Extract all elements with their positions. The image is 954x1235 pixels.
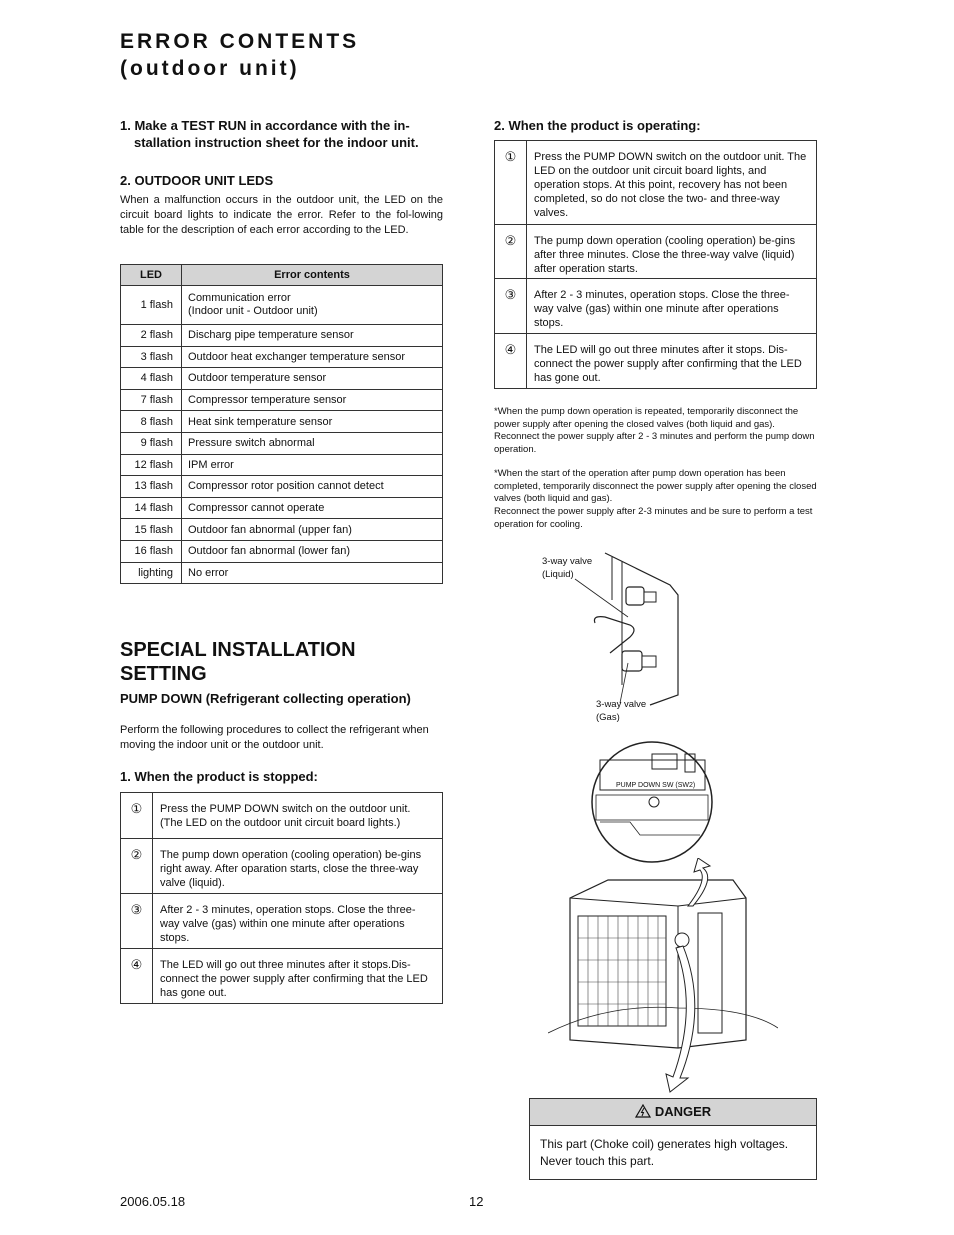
- danger-title: DANGER: [654, 1104, 712, 1119]
- led-cell: 14 flash: [121, 497, 182, 519]
- footer-date: 2006.05.18: [120, 1194, 186, 1209]
- step-row: [495, 141, 817, 225]
- special-title-line-1: SPECIAL INSTALLATION: [120, 639, 356, 661]
- danger-box: [529, 1098, 817, 1180]
- special-title-line-2: SETTING: [120, 663, 207, 685]
- error-cell: Compressor rotor position cannot detect: [182, 476, 443, 498]
- step-row: [495, 279, 817, 334]
- step-text: The pump down operation (cooling operation) be-gins after three minutes. Close the three-way valve (liquid) after operation starts.: [527, 225, 817, 279]
- title-line-2: (outdoor unit): [120, 57, 300, 80]
- stopped-heading: 1. When the product is stopped:: [120, 769, 318, 784]
- error-cell: IPM error: [182, 454, 443, 476]
- led-cell: 13 flash: [121, 476, 182, 498]
- gas-valve-label-line-2: (Gas): [596, 711, 620, 723]
- led-cell: 15 flash: [121, 519, 182, 541]
- gas-valve-label-line-1: 3-way valve: [596, 699, 647, 710]
- table-row: [121, 346, 443, 368]
- error-cell: Outdoor heat exchanger temperature sensor: [182, 346, 443, 368]
- test-run-line-2: stallation instruction sheet for the indoor unit.: [134, 135, 419, 150]
- liquid-valve-label: [542, 556, 592, 581]
- led-cell: 8 flash: [121, 411, 182, 433]
- error-cell: [182, 286, 443, 325]
- leds-description: When a malfunction occurs in the outdoor unit, the LED on the circuit board lights to indicate the error. Refer to the fol-lowing table for the description of each error according to the LED.: [120, 194, 443, 236]
- note-restart-a: *When the start of the operation after pump down operation has been completed, temporarily disconnect the power supply after opening the closed valves (both liquid and gas).: [494, 468, 817, 504]
- led-cell: 3 flash: [121, 346, 182, 368]
- step-number: ③: [495, 279, 527, 334]
- step-text: The LED will go out three minutes after it stops. Dis-connect the power supply after confirming that the LED has gone out.: [527, 334, 817, 389]
- table-row: [121, 368, 443, 390]
- test-run-line-1: 1. Make a TEST RUN in accordance with the in-: [120, 118, 410, 133]
- danger-text: This part (Choke coil) generates high voltages. Never touch this part.: [540, 1137, 789, 1168]
- step-number: ③: [121, 894, 153, 949]
- error-cell: Outdoor fan abnormal (upper fan): [182, 519, 443, 541]
- error-cell: Compressor cannot operate: [182, 497, 443, 519]
- operating-heading: 2. When the product is operating:: [494, 118, 701, 133]
- error-table-header: [121, 265, 443, 286]
- step-row: [495, 334, 817, 389]
- error-cell-line-2: (Indoor unit - Outdoor unit): [188, 305, 318, 317]
- error-cell: Compressor temperature sensor: [182, 389, 443, 411]
- page-title: [120, 28, 359, 82]
- table-row: [121, 432, 443, 454]
- step-row: [121, 894, 443, 949]
- note-restart-b: Reconnect the power supply after 2-3 minutes and be sure to perform a test operation for cooling.: [494, 506, 813, 530]
- step-text: The pump down operation (cooling operation) be-gins right away. After oparation starts, close the three-way valve (liquid).: [153, 839, 443, 894]
- col-error-header: Error contents: [182, 265, 443, 286]
- liquid-valve-label-line-2: (Liquid): [542, 568, 574, 580]
- outdoor-unit-illustration: [548, 858, 778, 1093]
- warning-icon: [635, 1104, 651, 1118]
- circuit-board-detail: [590, 740, 720, 870]
- error-table: [120, 264, 443, 584]
- step-number: ①: [121, 793, 153, 839]
- led-cell: 1 flash: [121, 286, 182, 325]
- pump-down-description: Perform the following procedures to collect the refrigerant when moving the indoor unit or the outdoor unit.: [120, 724, 429, 751]
- step-text: After 2 - 3 minutes, operation stops. Close the three-way valve (gas) within one minute after operations stops.: [527, 279, 817, 334]
- table-row: [121, 389, 443, 411]
- pump-down-switch-label: PUMP DOWN SW (SW2): [616, 782, 696, 789]
- step-text: Press the PUMP DOWN switch on the outdoor unit. (The LED on the outdoor unit circuit board lights.): [153, 793, 443, 839]
- table-row: [121, 519, 443, 541]
- danger-header: [530, 1099, 816, 1126]
- led-cell: 7 flash: [121, 389, 182, 411]
- table-row: [121, 562, 443, 584]
- error-cell: Discharg pipe temperature sensor: [182, 325, 443, 347]
- step-text: The LED will go out three minutes after it stops.Dis-connect the power supply after confirming that the LED has gone out.: [153, 949, 443, 1004]
- step-text: After 2 - 3 minutes, operation stops. Close the three-way valve (gas) within one minute after operations stops.: [153, 894, 443, 949]
- table-row: [121, 497, 443, 519]
- leds-heading: 2. OUTDOOR UNIT LEDS: [120, 173, 274, 188]
- col-led-header: LED: [121, 265, 182, 286]
- led-cell: 12 flash: [121, 454, 182, 476]
- special-installation-title: [120, 638, 356, 686]
- step-row: [121, 949, 443, 1004]
- step-number: ①: [495, 141, 527, 225]
- title-line-1: ERROR CONTENTS: [120, 30, 360, 53]
- step-number: ②: [495, 225, 527, 279]
- led-cell: 2 flash: [121, 325, 182, 347]
- step-text: Press the PUMP DOWN switch on the outdoor unit. The LED on the outdoor unit circuit board lights, and operation stops. At this point, recovery has not been completed, so do not close the two- and three-way valves.: [527, 141, 817, 225]
- test-run-instruction: [120, 117, 450, 151]
- error-cell: No error: [182, 562, 443, 584]
- table-row: [121, 476, 443, 498]
- error-cell: Pressure switch abnormal: [182, 432, 443, 454]
- liquid-valve-label-line-1: 3-way valve: [542, 556, 593, 567]
- error-cell-line-1: Communication error: [188, 292, 291, 304]
- error-cell: Heat sink temperature sensor: [182, 411, 443, 433]
- step-row: [495, 225, 817, 279]
- error-cell: Outdoor fan abnormal (lower fan): [182, 540, 443, 562]
- step-number: ②: [121, 839, 153, 894]
- table-row: [121, 325, 443, 347]
- step-row: [121, 793, 443, 839]
- led-cell: lighting: [121, 562, 182, 584]
- table-row: [121, 286, 443, 325]
- page-number: 12: [469, 1194, 484, 1209]
- stopped-steps-table: [120, 792, 443, 1004]
- operating-steps-table: [494, 140, 817, 389]
- table-row: [121, 540, 443, 562]
- led-cell: 9 flash: [121, 432, 182, 454]
- step-row: [121, 839, 443, 894]
- led-cell: 4 flash: [121, 368, 182, 390]
- table-row: [121, 454, 443, 476]
- pump-down-heading: PUMP DOWN (Refrigerant collecting operation): [120, 691, 411, 706]
- error-cell: Outdoor temperature sensor: [182, 368, 443, 390]
- led-cell: 16 flash: [121, 540, 182, 562]
- gas-valve-label: [596, 699, 646, 724]
- step-number: ④: [495, 334, 527, 389]
- table-row: [121, 411, 443, 433]
- step-number: ④: [121, 949, 153, 1004]
- note-repeat: *When the pump down operation is repeated, temporarily disconnect the power supply after opening the closed valves (both liquid and gas). Reconnect the power supply after 2 - 3 minutes and perform the pump down operation.: [494, 406, 815, 455]
